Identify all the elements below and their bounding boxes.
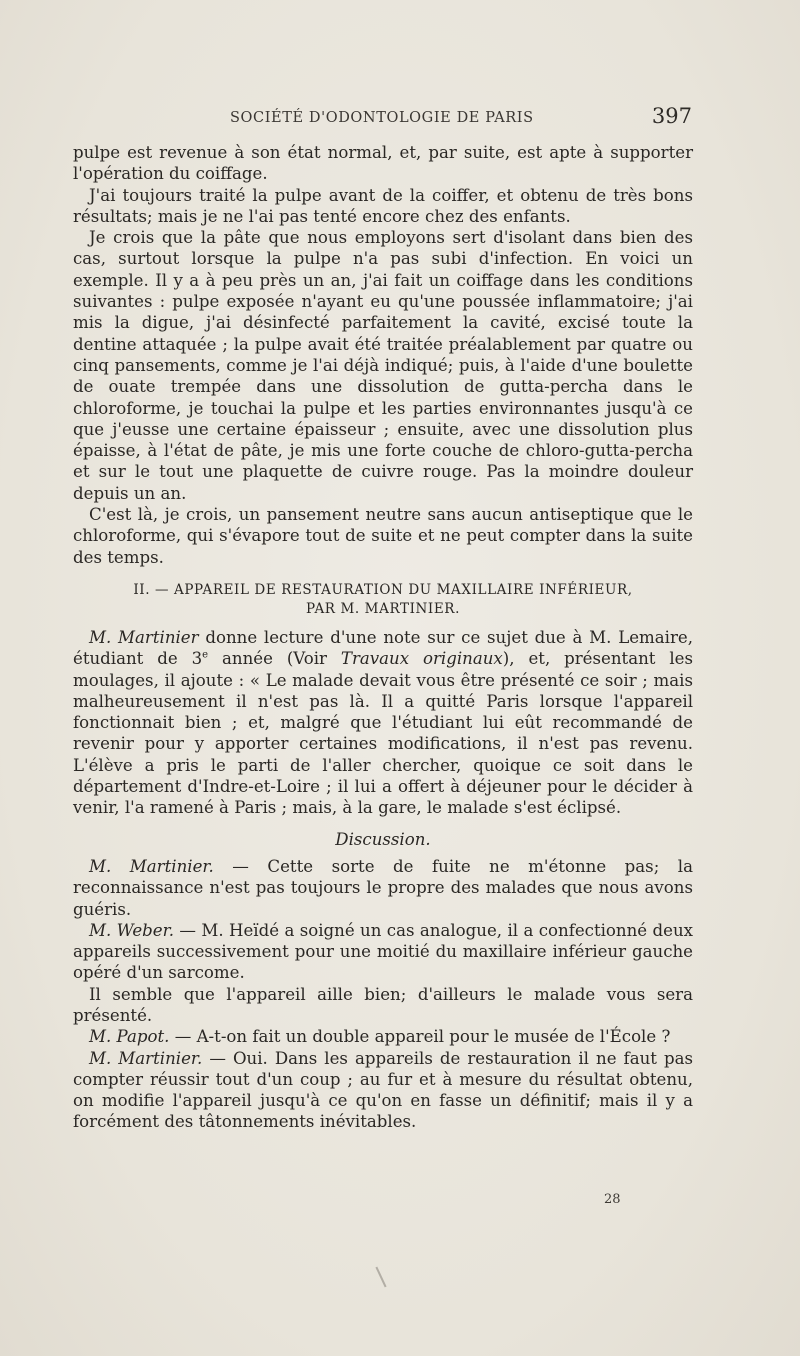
discussion-entry — [73, 984, 693, 1027]
discussion-entry — [73, 920, 693, 984]
discussion-text: — Cette sorte de fuite ne m'étonne pas; la reconnaissance n'est pas toujours le propre des malades que nous avons guéris. — [73, 856, 694, 919]
discussion-heading: Discussion. — [335, 829, 431, 849]
paragraph: Je crois que la pâte que nous employons sert d'isolant dans bien des cas, surtout lorsque la pulpe n'a pas subi d'infection. En voici un exemple. Il y a à peu près un an, j'ai fait un coiffage dans les conditions suivantes : pulpe exposée n'ayant eu qu'une poussée inflammatoire; j'ai mis la digue, j'ai désinfecté parfaitement la cavité, excisé toute la dentine attaquée ; la pulpe avait été traitée préalablement par quatre ou cinq pansements, comme je l'ai déjà indiqué; puis, à l'aide d'une boulette de ouate trempée dans une dissolution de gutta-percha dans le chloroforme, je touchai la pulpe et les parties environnantes jusqu'à ce que j'eusse une certaine épaisseur ; ensuite, avec une dissolution plus épaisse, à l'état de pâte, je mis une forte couche de chloro-gutta-percha et sur le tout une plaquette de cuivre rouge. Pas la moindre douleur depuis un an. — [73, 228, 693, 503]
section-title-line-2: PAR M. MARTINIER. — [306, 600, 460, 617]
report-text-b: année (Voir — [208, 649, 341, 669]
discussion-text: — Oui. Dans les appareils de restauration il ne faut pas compter réussir tout d'un coup ; au fur et à mesure du résultat obtenu, on modifie l'appareil jusqu'à ce qu'on en fasse un définitif; mais il y a forcément des tâtonnements inévitables. — [73, 1048, 693, 1132]
page-number: 397 — [651, 104, 692, 128]
discussion-entry — [73, 1026, 693, 1047]
discussion-entry — [73, 1048, 693, 1133]
ink-stroke — [375, 1267, 386, 1288]
ordinal-superscript: e — [202, 649, 209, 661]
speaker-name: M. Martinier — [89, 627, 199, 647]
section-title-line-1: II. — APPAREIL DE RESTAURATION DU MAXILLAIRE INFÉRIEUR, — [133, 581, 633, 598]
speaker-name: M. Papot. — [89, 1027, 170, 1047]
speaker-name: M. Martinier. — [89, 856, 214, 876]
running-head: SOCIÉTÉ D'ODONTOLOGIE DE PARIS — [230, 110, 534, 126]
signature-mark: 28 — [604, 1192, 621, 1207]
paragraph: C'est là, je crois, un pansement neutre sans aucun antiseptique que le chloroforme, qui s'évapore tout de suite et ne peut compter dans la suite des temps. — [73, 505, 693, 567]
cross-reference: Travaux originaux — [340, 649, 503, 669]
paragraph: J'ai toujours traité la pulpe avant de la coiffer, et obtenu de très bons résultats; mais je ne l'ai pas tenté encore chez des enfants. — [73, 185, 693, 226]
page-header — [78, 104, 692, 134]
discussion-entry — [73, 856, 693, 920]
discussion-text: — A-t-on fait un double appareil pour le musée de l'École ? — [169, 1027, 671, 1047]
discussion-text: Il semble que l'appareil aille bien; d'ailleurs le malade vous sera présenté. — [73, 984, 693, 1025]
report-text-a: donne lecture d'une note sur ce sujet due à M. Lemaire, étudiant de 3 — [73, 627, 693, 669]
discussion-text: — M. Heïdé a soigné un cas analogue, il a confectionné deux appareils successivement pour une moitié du maxillaire inférieur gauche opéré d'un sarcome. — [73, 920, 693, 983]
speaker-name: M. Martinier. — [89, 1048, 203, 1068]
paragraph-continuation: pulpe est revenue à son état normal, et, par suite, est apte à supporter l'opération du coiffage. — [73, 143, 693, 184]
section-title — [73, 581, 693, 619]
speaker-name: M. Weber. — [89, 920, 174, 940]
report-text-c: ), et, présentant les moulages, il ajoute : « Le malade devait vous être présenté ce soir ; mais malheureusement il n'est pas là. Il a quitté Paris lorsque l'appareil fonctionnait bien ; et, malgré que l'étudiant lui eût recommandé de revenir pour y apporter certaines modifications, il n'est pas revenu. L'élève a pris le parti de l'aller chercher, quoique ce soit dans le département d'Indre-et-Loire ; il lui a offert à déjeuner pour le décider à venir, l'a ramené à Paris ; mais, à la gare, le malade s'est éclipsé. — [73, 649, 693, 818]
report-paragraph — [73, 627, 693, 819]
page-body — [73, 142, 693, 1133]
